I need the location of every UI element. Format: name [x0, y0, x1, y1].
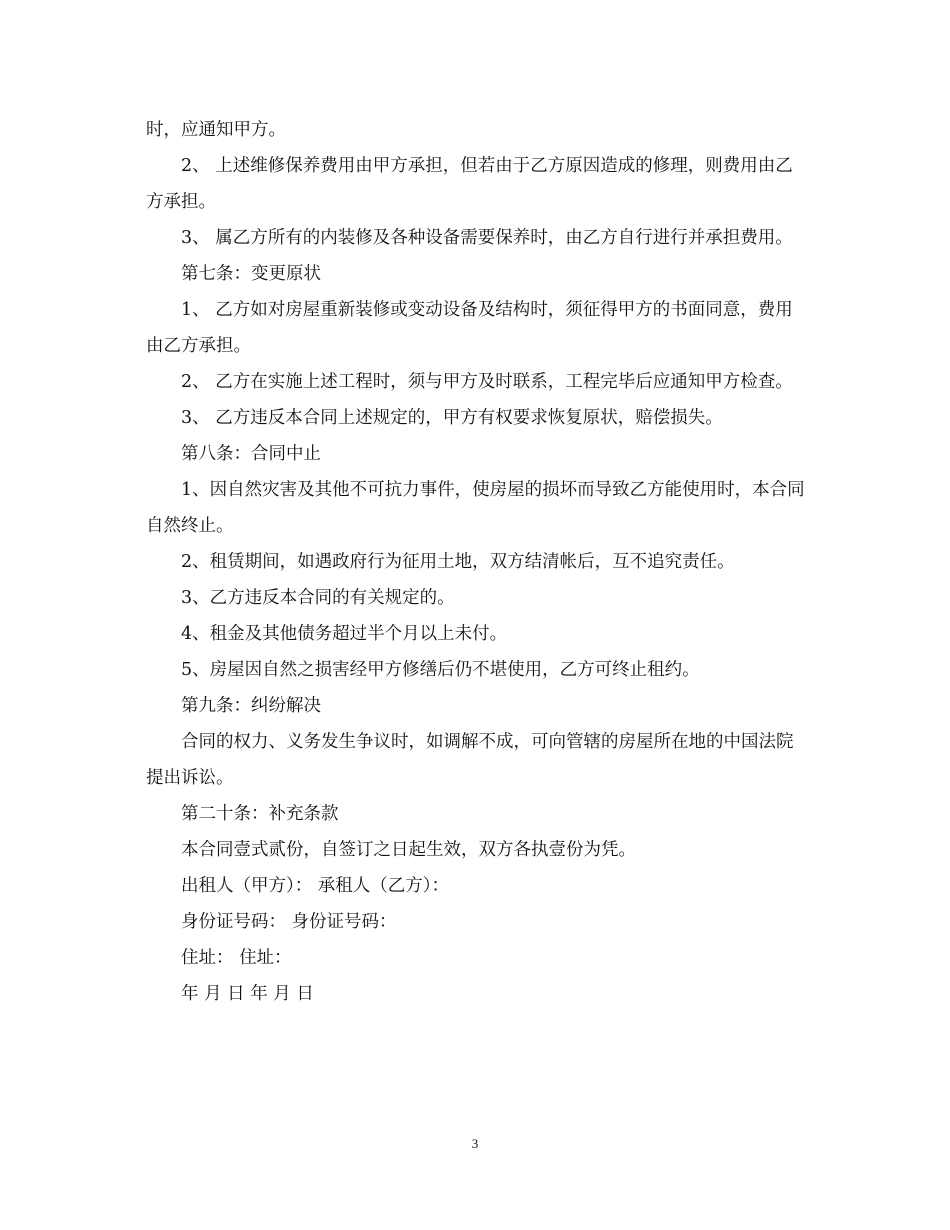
paragraph-clause-6-3: 3、 属乙方所有的内装修及各种设备需要保养时，由乙方自行进行并承担费用。	[181, 228, 793, 248]
paragraph-clause-7-3: 3、 乙方违反本合同上述规定的，甲方有权要求恢复原状，赔偿损失。	[181, 408, 723, 428]
paragraph-clause-8-5: 5、房屋因自然之损害经甲方修缮后仍不堪使用，乙方可终止租约。	[181, 660, 700, 680]
document-body	[146, 112, 810, 1012]
page-number: 3	[471, 1136, 479, 1151]
paragraph-clause-7-1: 1、 乙方如对房屋重新装修或变动设备及结构时，须征得甲方的书面同意，费用由乙方承担。	[146, 300, 793, 356]
paragraph-clause-8-1: 1、因自然灾害及其他不可抗力事件，使房屋的损坏而导致乙方能使用时，本合同自然终止。	[146, 480, 805, 536]
heading-article-8: 第八条：合同中止	[181, 444, 321, 464]
signature-address-line: 住址： 住址：	[181, 948, 292, 968]
paragraph-clause-7-2: 2、 乙方在实施上述工程时，须与甲方及时联系，工程完毕后应通知甲方检查。	[181, 372, 793, 392]
signature-id-number-line: 身份证号码： 身份证号码：	[181, 912, 397, 932]
paragraph-dispute-resolution: 合同的权力、义务发生争议时，如调解不成，可向管辖的房屋所在地的中国法院提出诉讼。	[146, 732, 794, 788]
paragraph-clause-8-3: 3、乙方违反本合同的有关规定的。	[181, 588, 455, 608]
heading-article-20: 第二十条：补充条款	[181, 804, 339, 824]
paragraph-continuation: 时，应通知甲方。	[146, 120, 286, 140]
paragraph-clause-8-4: 4、租金及其他债务超过半个月以上未付。	[181, 624, 508, 644]
paragraph-clause-6-2: 2、 上述维修保养费用由甲方承担，但若由于乙方原因造成的修理，则费用由乙方承担。	[146, 156, 793, 212]
heading-article-7: 第七条：变更原状	[181, 264, 321, 284]
signature-parties-line: 出租人（甲方）： 承租人（乙方）：	[181, 876, 450, 896]
paragraph-clause-8-2: 2、租赁期间，如遇政府行为征用土地，双方结清帐后，互不追究责任。	[181, 552, 735, 572]
heading-article-9: 第九条：纠纷解决	[181, 696, 321, 716]
paragraph-copies: 本合同壹式贰份，自签订之日起生效，双方各执壹份为凭。	[181, 840, 636, 860]
signature-date-line: 年 月 日 年 月 日	[181, 984, 314, 1004]
